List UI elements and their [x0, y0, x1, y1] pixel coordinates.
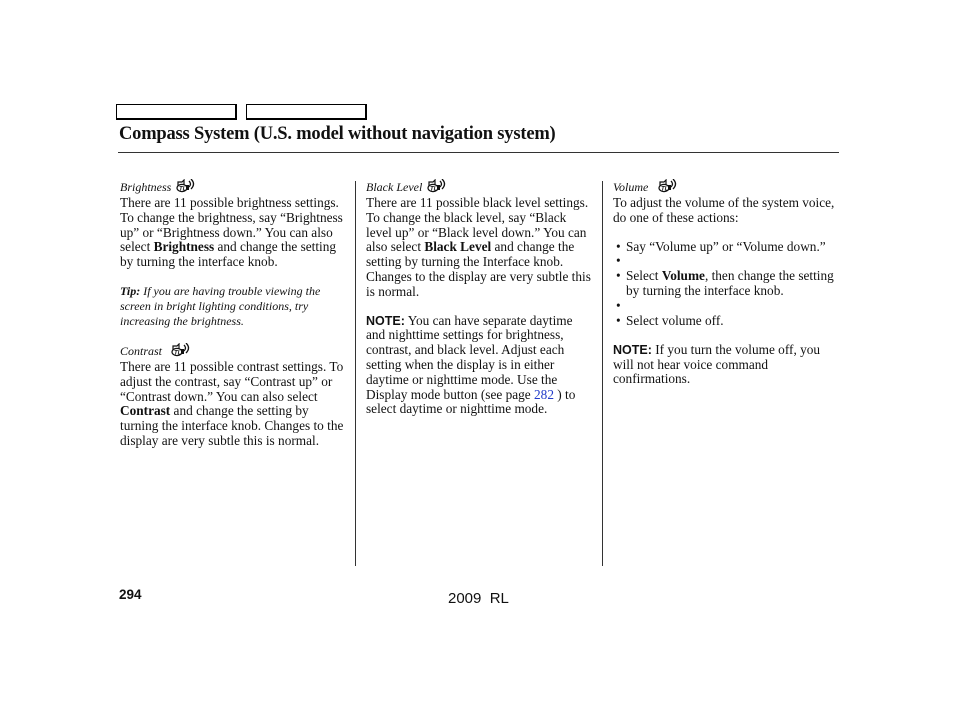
list-item: • Select volume off.	[613, 314, 843, 329]
header-tab-2	[246, 104, 367, 120]
brightness-body: There are 11 possible brightness settings. To change the brightness, say “Brightness up” or “Brightness down.” You can also select Brightness and change the setting by turning the interface knob.	[120, 195, 343, 270]
contrast-body: There are 11 possible contrast settings. To adjust the contrast, say “Contrast up” or “Contrast down.” You can also select Contrast and change the setting by turning the interface knob. Changes to the display are very subtle this is normal.	[120, 358, 344, 448]
column-divider-1	[355, 181, 356, 566]
subheading-brightness	[120, 179, 344, 196]
subheading-volume	[613, 179, 843, 196]
subheading-black-level	[366, 179, 594, 196]
title-rule	[118, 152, 839, 153]
subheading-contrast	[120, 343, 344, 360]
column-middle	[366, 179, 594, 417]
volume-actions-list	[613, 240, 843, 329]
column-divider-2	[602, 181, 603, 566]
page-number: 294	[119, 587, 142, 602]
brightness-heading: Brightness	[120, 180, 172, 194]
svg-text:TL: TL	[430, 186, 438, 193]
svg-text:TL: TL	[174, 350, 182, 357]
column-left	[120, 179, 344, 449]
footer-model: 2009 RL	[448, 590, 509, 607]
svg-text:TL: TL	[179, 186, 187, 193]
brightness-tip: Tip: If you are having trouble viewing the screen in bright lighting conditions, try increasing the brightness.	[120, 283, 321, 328]
column-right	[613, 179, 843, 387]
black-level-heading: Black Level	[366, 180, 423, 194]
header-tab-1	[116, 104, 237, 120]
list-item: • Select Volume, then change the setting by turning the interface knob.	[613, 269, 843, 299]
volume-note: NOTE: If you turn the volume off, you will not hear voice command confirmations.	[613, 341, 821, 387]
page-title: Compass System (U.S. model without navigation system)	[119, 124, 556, 144]
volume-intro: To adjust the volume of the system voice, do one of these actions:	[613, 195, 835, 225]
contrast-heading: Contrast	[120, 343, 163, 358]
list-item: • Say “Volume up” or “Volume down.”	[613, 240, 843, 255]
black-level-note: NOTE: You can have separate daytime and nighttime settings for brightness, contrast, and black level. Adjust each setting when the display is in either daytime or nighttime mode. Use the Display mode button (see page 282 ) to select daytime or nighttime mode.	[366, 312, 576, 417]
black-level-body: There are 11 possible black level settings. To change the black level, say “Black level up” or “Black level down.” You can also select Black Level and change the setting by turning the Interface knob. Changes to the display are very subtle this is normal.	[366, 195, 591, 299]
volume-heading: Volume	[613, 180, 649, 194]
svg-text:TL: TL	[661, 186, 669, 193]
page-link-282[interactable]: 282	[534, 386, 554, 402]
